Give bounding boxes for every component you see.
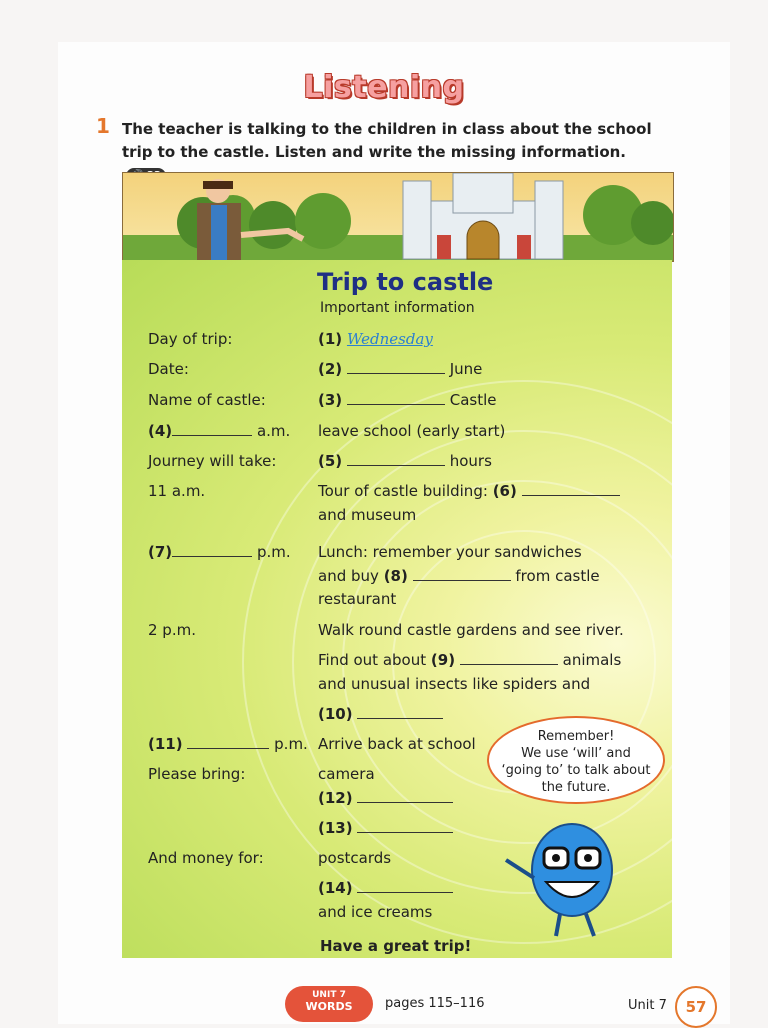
q10-blank[interactable] [357,708,443,719]
q10-number: (10) [318,705,353,723]
time7-row [148,543,291,561]
bring-item1: camera [318,765,375,783]
form-title: Trip to castle [317,268,494,296]
q8-number: (8) [383,567,408,585]
tip-line2: We use ‘will’ and [521,746,631,761]
q10-row [318,705,443,723]
q14-number: (14) [318,879,353,897]
time11-row [148,735,308,753]
q7-blank[interactable] [172,546,252,557]
grammar-tip-bubble [487,716,665,804]
journey-row [318,452,492,470]
q13-row [318,819,453,837]
q12-number: (12) [318,789,353,807]
lunch-text2a: and buy [318,567,379,585]
find-text2: and unusual insects like spiders and [318,675,591,693]
castle-suffix: Castle [449,391,497,409]
q13-blank[interactable] [357,822,453,833]
time11-suffix: p.m. [274,735,308,753]
time4-text: leave school (early start) [318,422,506,440]
lunch-text: Lunch: remember your sandwiches [318,543,582,561]
find-row [318,651,621,669]
date-suffix: June [449,360,483,378]
unit-words-tag[interactable] [285,986,373,1022]
exercise-number: 1 [96,114,110,138]
q5-number: (5) [318,452,343,470]
form-subtitle: Important information [320,300,475,316]
t2-text: Walk round castle gardens and see river. [318,621,624,639]
section-heading: Listening [303,70,465,105]
money-item3: and ice creams [318,903,433,921]
time4-row [148,422,290,440]
tip-line1: Remember! [537,729,615,744]
time11-text: Arrive back at school [318,735,476,753]
castle-illustration [123,173,673,261]
find-text-a: Find out about [318,651,427,669]
q12-row [318,789,453,807]
tip-line3: ‘going to’ to talk about [501,763,651,778]
time7-suffix: p.m. [256,543,291,561]
lunch-text2b: from castle [515,567,600,585]
q6-blank[interactable] [522,485,620,496]
money-item1: postcards [318,849,392,867]
t11-label: 11 a.m. [148,482,206,500]
unit-tag: UNIT 7 [312,990,346,1000]
lunch-row2 [318,567,600,585]
tip-line4: the future. [541,780,611,795]
castle-banner [122,172,674,262]
unit-label: Unit 7 [628,998,667,1013]
date-label: Date: [148,360,189,378]
time4-suffix: a.m. [256,422,291,440]
q2-blank[interactable] [347,363,445,374]
q11-number: (11) [148,735,183,753]
q8-blank[interactable] [413,570,511,581]
t2-label: 2 p.m. [148,621,196,639]
q13-number: (13) [318,819,353,837]
words-tag: WORDS [305,1000,353,1013]
q12-blank[interactable] [357,792,453,803]
money-label: And money for: [148,849,264,867]
q7-number: (7) [148,543,173,561]
q1-number: (1) [318,330,343,348]
q11-blank[interactable] [187,738,269,749]
q9-number: (9) [430,651,456,669]
instruction-text: The teacher is talking to the children in class about the school trip to the castle. Listen and write the missing information. [122,120,652,161]
pages-reference: pages 115–116 [385,996,485,1011]
lunch-text3: restaurant [318,590,397,608]
page-number: 57 [675,986,717,1028]
day-row [318,330,433,348]
bring-label: Please bring: [148,765,246,783]
castle-row [318,391,496,409]
q14-row [318,879,453,897]
q4-blank[interactable] [172,425,252,436]
closing-line: Have a great trip! [320,937,472,955]
q3-blank[interactable] [347,394,445,405]
mascot-character [494,808,634,948]
q14-blank[interactable] [357,882,453,893]
find-text-b: animals [562,651,622,669]
t11-text2: and museum [318,506,417,524]
journey-suffix: hours [449,452,492,470]
q6-number: (6) [492,482,517,500]
q1-answer: Wednesday [346,330,433,348]
q5-blank[interactable] [347,455,445,466]
t11-row [318,482,620,500]
date-row [318,360,482,378]
q3-number: (3) [318,391,343,409]
day-label: Day of trip: [148,330,233,348]
trip-form-panel [122,260,672,958]
q2-number: (2) [318,360,343,378]
q9-blank[interactable] [460,654,558,665]
q4-number: (4) [148,422,173,440]
t11-text: Tour of castle building: [318,482,488,500]
castle-label: Name of castle: [148,391,266,409]
journey-label: Journey will take: [148,452,277,470]
